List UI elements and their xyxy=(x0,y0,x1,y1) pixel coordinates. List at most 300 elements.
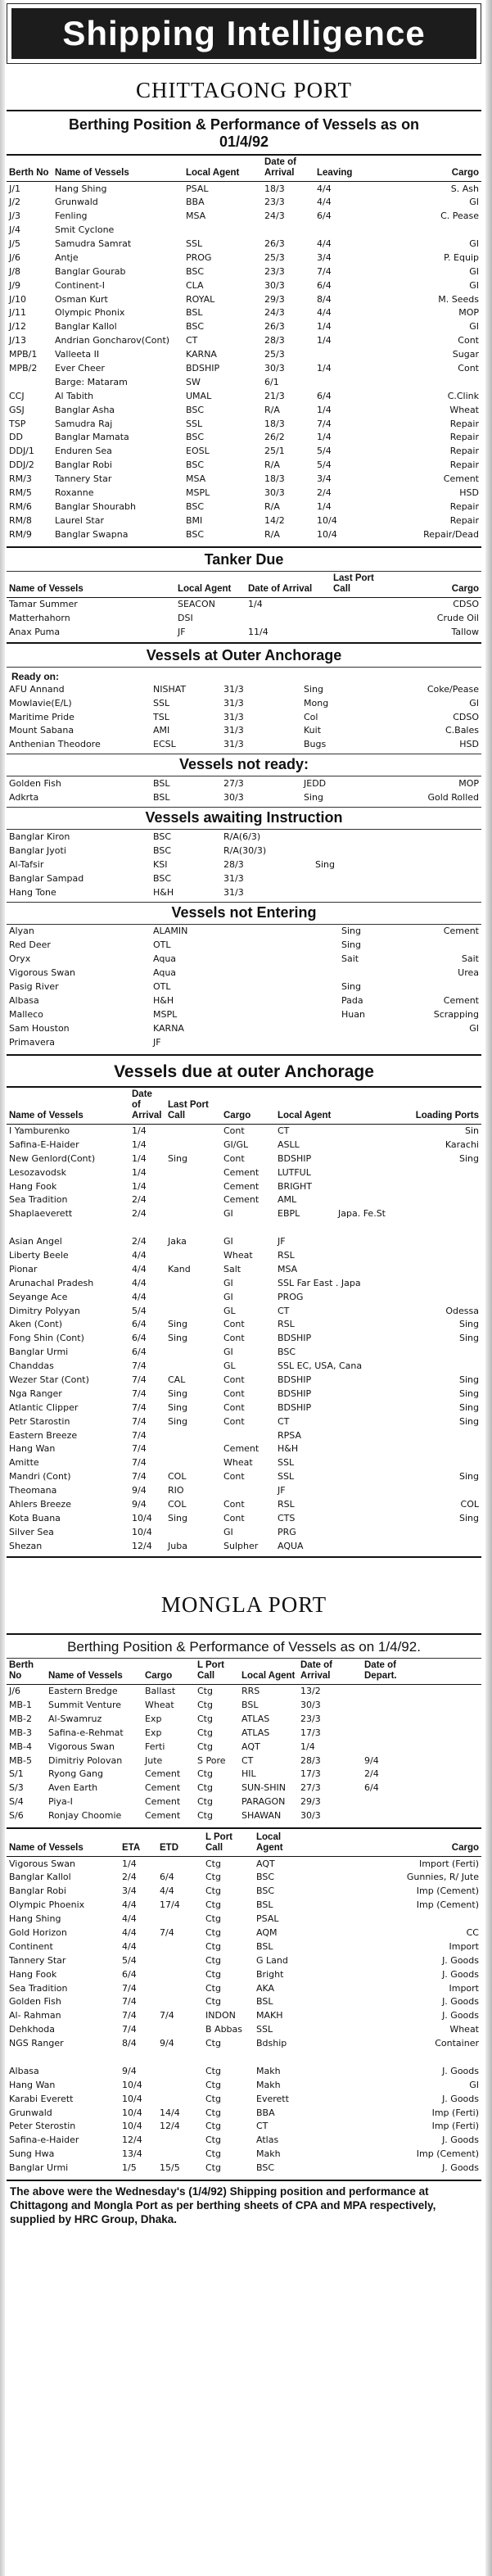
table-row xyxy=(7,1220,481,1234)
table-row xyxy=(7,333,481,347)
table-cell: ROYAL xyxy=(186,293,215,305)
table-cell: BSC xyxy=(186,321,205,333)
table-cell: Sing xyxy=(304,792,323,804)
table-cell: J/3 xyxy=(9,211,20,222)
table-cell: Cement xyxy=(443,994,479,1006)
table-cell xyxy=(421,1740,481,1754)
table-cell: CDSO xyxy=(453,599,479,610)
table-cell: Banglar Mamata xyxy=(55,432,129,443)
table-cell: 10/4 xyxy=(317,514,337,526)
table-cell: Dimitriy Polovan xyxy=(48,1754,123,1766)
table-cell: CDSO xyxy=(453,711,479,722)
table-row xyxy=(7,1442,481,1456)
table-cell: Karachi xyxy=(445,1139,479,1150)
table-cell: NGS Ranger xyxy=(9,2038,64,2049)
table-cell: Adkrta xyxy=(9,792,39,804)
table-cell: 4/4 xyxy=(132,1291,147,1302)
table-cell: Banglar Urmi xyxy=(9,2162,69,2174)
table-cell: Cement xyxy=(223,1166,260,1178)
table-cell: Ctg xyxy=(205,1899,221,1911)
table-cell: 13/4 xyxy=(122,2148,142,2160)
table-row xyxy=(7,1698,481,1712)
table-cell: Samudra Raj xyxy=(55,418,113,429)
ready-vessels-table xyxy=(7,682,481,751)
table-cell: Cement xyxy=(145,1810,181,1822)
table-cell: Barge: Mataram xyxy=(55,376,128,387)
table-cell: Ctg xyxy=(205,1858,221,1869)
table-row xyxy=(7,1767,481,1781)
table-cell: 5/4 xyxy=(317,446,332,457)
table-cell: 1/4 xyxy=(132,1152,147,1164)
table-cell xyxy=(336,1539,411,1553)
table-cell: 28/3 xyxy=(300,1754,321,1766)
table-cell: Ahlers Breeze xyxy=(9,1499,71,1510)
table-cell: DSI xyxy=(178,612,193,623)
table-cell: Ctg xyxy=(197,1727,213,1738)
table-cell: Continent xyxy=(9,1940,53,1952)
table-cell: Sam Houston xyxy=(9,1022,70,1034)
vessels-due-table xyxy=(7,1088,481,1553)
table-cell: Safina-e-Rehmat xyxy=(48,1727,124,1738)
table-cell: BSL xyxy=(256,1996,273,2008)
table-cell xyxy=(336,1387,411,1401)
table-cell: Sing xyxy=(459,1512,479,1523)
table-row xyxy=(7,417,481,431)
table-cell: Hang Wan xyxy=(9,1443,56,1455)
table-cell: CT xyxy=(278,1305,290,1316)
table-cell: OTL xyxy=(153,939,171,951)
table-cell xyxy=(313,830,391,844)
table-cell: GI xyxy=(469,238,479,249)
table-row xyxy=(7,1387,481,1401)
table-cell: Malleco xyxy=(9,1008,43,1020)
table-cell: ATLAS xyxy=(241,1713,270,1724)
table-row xyxy=(7,278,481,292)
table-cell: GL xyxy=(223,1305,236,1316)
table-cell xyxy=(129,1220,165,1234)
table-cell: 8/4 xyxy=(122,2038,137,2049)
table-cell: Bright xyxy=(256,1968,284,1980)
table-cell: COL xyxy=(168,1499,187,1510)
table-cell xyxy=(336,1179,411,1193)
table-row xyxy=(7,486,481,500)
table-cell: RM/6 xyxy=(9,500,32,512)
table-cell: EOSL xyxy=(186,446,210,457)
table-cell: Imp (Cement) xyxy=(416,1886,479,1897)
right-page-shade xyxy=(485,0,492,2576)
table-cell xyxy=(336,1290,411,1304)
table-cell xyxy=(303,1857,377,1871)
table-cell: 12/4 xyxy=(160,2121,180,2132)
table-row xyxy=(7,1262,481,1276)
table-cell xyxy=(165,1179,221,1193)
table-cell xyxy=(157,2078,203,2092)
table-row xyxy=(7,2064,481,2078)
table-cell xyxy=(336,1152,411,1166)
table-cell: R/A xyxy=(264,500,280,512)
table-cell xyxy=(275,1220,336,1234)
table-cell: J/1 xyxy=(9,183,20,194)
table-cell xyxy=(313,844,391,858)
table-cell: Ctg xyxy=(205,2065,221,2076)
table-cell: Makh xyxy=(256,2079,281,2090)
table-cell: RSL xyxy=(278,1499,295,1510)
table-cell: Sing xyxy=(304,683,323,695)
table-cell xyxy=(224,938,339,952)
table-cell xyxy=(377,2050,481,2064)
table-cell: Ctg xyxy=(205,2038,221,2049)
table-cell: ALAMIN xyxy=(153,926,188,937)
table-header: Berth No Name of Vessels Local Agent Date of Arrival Leaving Cargo xyxy=(7,156,481,182)
table-cell: 4/4 xyxy=(122,1940,137,1952)
table-cell xyxy=(362,1712,421,1726)
table-cell: J. Goods xyxy=(442,2010,479,2021)
table-cell: 9/4 xyxy=(132,1499,147,1510)
table-cell: 7/4 xyxy=(122,2010,137,2021)
table-cell: 7/4 xyxy=(160,1926,174,1938)
mongla-berthing-heading: Berthing Position & Performance of Vessels as on 1/4/92. xyxy=(67,1638,421,1655)
table-cell: J/11 xyxy=(9,307,26,319)
table-cell xyxy=(165,1442,221,1456)
table-cell: HIL xyxy=(241,1768,256,1780)
table-cell xyxy=(362,1740,421,1754)
table-cell: Cont xyxy=(223,1401,245,1413)
table-row xyxy=(7,1428,481,1442)
table-row xyxy=(7,1248,481,1262)
table-cell xyxy=(362,1809,421,1822)
table-cell: 5/4 xyxy=(132,1305,147,1316)
table-cell: Sing xyxy=(459,1333,479,1344)
table-cell: 30/3 xyxy=(223,792,244,804)
table-cell: Wheat xyxy=(223,1249,253,1261)
table-cell: HSD xyxy=(459,739,479,750)
table-cell: AML xyxy=(278,1194,297,1206)
table-cell: SSL EC, USA, Cana xyxy=(278,1360,363,1372)
table-cell xyxy=(336,1469,411,1483)
table-cell xyxy=(165,1304,221,1318)
table-cell: 10/4 xyxy=(122,2079,142,2090)
table-row xyxy=(7,1415,481,1428)
table-cell xyxy=(157,1981,203,1995)
table-row xyxy=(7,1234,481,1248)
mongla-port-title: MONGLA PORT xyxy=(160,1591,327,1617)
table-cell: Grunwald xyxy=(55,197,98,208)
table-cell: 3/4 xyxy=(317,473,332,485)
table-cell: LUTFUL xyxy=(278,1166,311,1178)
table-cell: 28/3 xyxy=(223,858,244,870)
table-row xyxy=(7,1525,481,1539)
table-cell xyxy=(157,1994,203,2008)
table-cell: MSPL xyxy=(186,487,210,499)
table-row xyxy=(7,361,481,375)
table-row xyxy=(7,737,481,751)
table-row xyxy=(7,1138,481,1152)
table-cell: AQUA xyxy=(278,1540,304,1551)
table-cell: New Genlord(Cont) xyxy=(9,1152,96,1164)
table-cell: J. Goods xyxy=(442,2093,479,2104)
table-cell xyxy=(157,2133,203,2147)
table-cell: HSD xyxy=(459,487,479,499)
table-cell: Vigorous Swan xyxy=(48,1741,115,1752)
table-row xyxy=(7,1539,481,1553)
table-cell xyxy=(421,1754,481,1768)
table-cell: 10/4 xyxy=(122,2093,142,2104)
table-cell xyxy=(303,1898,377,1912)
table-cell: 30/3 xyxy=(264,487,285,499)
table-cell: 7/4 xyxy=(317,418,332,429)
table-cell: Exp xyxy=(145,1727,162,1738)
table-cell: 15/5 xyxy=(160,2162,180,2174)
table-cell: BSC xyxy=(186,432,205,443)
table-cell: MPB/2 xyxy=(9,363,38,374)
table-cell: Aqua xyxy=(153,953,177,965)
table-cell: Cement xyxy=(223,1194,260,1206)
table-cell: Ctg xyxy=(205,2148,221,2160)
table-cell: I Yamburenko xyxy=(9,1125,70,1137)
table-cell: Cement xyxy=(145,1768,181,1780)
table-cell xyxy=(313,871,391,885)
table-cell: R/A xyxy=(264,404,280,415)
table-cell: 2/4 xyxy=(364,1768,379,1780)
table-cell: TSL xyxy=(153,711,169,722)
table-row xyxy=(7,2050,481,2064)
table-cell: 7/4 xyxy=(132,1360,147,1372)
table-row xyxy=(7,1166,481,1179)
table-cell: CCJ xyxy=(9,390,25,401)
table-cell: BSL xyxy=(241,1699,259,1710)
table-cell: 31/3 xyxy=(223,725,244,736)
table-cell xyxy=(157,2064,203,2078)
table-cell: Anax Puma xyxy=(9,626,61,637)
table-cell: GI xyxy=(469,197,479,208)
not-ready-vessels-table xyxy=(7,776,481,804)
table-row xyxy=(7,952,481,966)
table-cell: Atlas xyxy=(256,2135,279,2146)
table-cell: GI xyxy=(469,1022,479,1034)
table-cell: S/3 xyxy=(9,1782,24,1794)
table-row xyxy=(7,1304,481,1318)
table-cell: Nga Ranger xyxy=(9,1388,62,1399)
table-cell: Sing xyxy=(168,1388,187,1399)
table-cell xyxy=(336,1401,411,1415)
table-cell: BSL xyxy=(153,778,170,790)
table-cell: Repair xyxy=(449,514,479,526)
table-cell: Silver Sea xyxy=(9,1526,54,1537)
table-cell: COL xyxy=(460,1499,479,1510)
table-cell xyxy=(165,1166,221,1179)
table-cell: Salt xyxy=(223,1263,241,1274)
table-row xyxy=(7,2119,481,2133)
table-cell: Jute xyxy=(145,1754,163,1766)
table-cell xyxy=(303,1940,377,1954)
table-cell xyxy=(411,1234,481,1248)
table-cell: 6/4 xyxy=(132,1347,147,1358)
table-cell: J/12 xyxy=(9,321,26,333)
table-cell: MOP xyxy=(458,778,479,790)
table-cell xyxy=(362,1795,421,1809)
table-cell: 1/4 xyxy=(122,1858,137,1869)
table-cell: BSL xyxy=(256,1899,273,1911)
table-cell: Ctg xyxy=(197,1796,213,1808)
table-cell: Safina-E-Haider xyxy=(9,1139,79,1150)
table-cell: 4/4 xyxy=(122,1926,137,1938)
table-cell: MSA xyxy=(186,473,206,485)
table-cell: 10/4 xyxy=(132,1512,152,1523)
table-cell: J. Goods xyxy=(442,2065,479,2076)
table-cell: AFU Annand xyxy=(9,683,65,695)
table-cell xyxy=(7,2050,120,2064)
table-cell: Safina-e-Haider xyxy=(9,2135,79,2146)
table-cell: GI xyxy=(223,1277,233,1288)
shipping-intelligence-column xyxy=(7,3,481,2230)
table-row xyxy=(7,1884,481,1898)
table-row xyxy=(7,1954,481,1967)
table-cell xyxy=(165,1345,221,1359)
table-cell: Olympic Phoenix xyxy=(9,1899,85,1911)
table-cell: 7/4 xyxy=(132,1388,147,1399)
table-row xyxy=(7,710,481,724)
table-cell: J/10 xyxy=(9,293,26,305)
table-cell: Ctg xyxy=(205,1926,221,1938)
table-cell: KARNA xyxy=(153,1022,184,1034)
table-cell: Banglar Gourab xyxy=(55,265,126,277)
table-cell: PROG xyxy=(186,251,212,263)
table-cell: Ctg xyxy=(197,1741,213,1752)
table-cell: SSL xyxy=(186,418,203,429)
table-cell: Sing xyxy=(168,1319,187,1330)
table-cell: 31/3 xyxy=(223,683,244,695)
table-row xyxy=(7,1912,481,1926)
table-cell: Ctg xyxy=(205,2162,221,2174)
table-row xyxy=(7,1359,481,1373)
table-cell xyxy=(314,347,378,361)
table-cell: R/A xyxy=(264,528,280,540)
table-cell xyxy=(331,611,390,625)
table-cell xyxy=(165,1207,221,1220)
table-cell: Repair xyxy=(449,460,479,471)
table-cell: 24/3 xyxy=(264,307,285,319)
table-cell: 7/4 xyxy=(132,1401,147,1413)
table-cell xyxy=(331,597,390,611)
table-row xyxy=(7,724,481,738)
table-cell: KSI xyxy=(153,858,168,870)
table-cell: Container xyxy=(435,2038,479,2049)
table-header: Berth No Name of Vessels Cargo L Port Call Local Agent Date of Arrival Date of Depart. xyxy=(7,1659,481,1685)
table-row xyxy=(7,1795,481,1809)
table-cell xyxy=(165,1248,221,1262)
table-cell: J/4 xyxy=(9,224,20,236)
table-cell: Golden Fish xyxy=(9,1996,61,2008)
table-cell: Sing xyxy=(459,1471,479,1483)
table-cell xyxy=(165,1276,221,1290)
table-cell: 31/3 xyxy=(223,872,244,884)
table-cell: INDON xyxy=(205,2010,236,2021)
table-cell: Cont xyxy=(458,363,479,374)
table-cell xyxy=(411,1345,481,1359)
table-cell: GI xyxy=(223,1526,233,1537)
table-cell: SUN-SHIN xyxy=(241,1782,286,1794)
table-cell: R/A(30/3) xyxy=(223,844,267,856)
table-cell: GI xyxy=(469,2079,479,2090)
table-cell: 29/3 xyxy=(264,293,285,305)
table-cell: Peter Sterostin xyxy=(9,2121,76,2132)
table-cell: 7/4 xyxy=(132,1471,147,1483)
table-cell: KARNA xyxy=(186,349,217,360)
table-cell: Ctg xyxy=(205,2135,221,2146)
table-cell: 7/4 xyxy=(132,1374,147,1385)
table-cell: Cont xyxy=(223,1415,245,1427)
table-cell: UMAL xyxy=(186,390,212,401)
table-cell: 2/4 xyxy=(132,1208,147,1220)
table-row xyxy=(7,237,481,251)
table-cell: Matterhahorn xyxy=(9,612,70,623)
table-cell xyxy=(336,1442,411,1456)
table-cell: Albasa xyxy=(9,2065,39,2076)
table-cell: 11/4 xyxy=(248,626,269,637)
table-row xyxy=(7,682,481,696)
table-cell: BSC xyxy=(153,872,172,884)
table-cell: Banglar Kiron xyxy=(9,831,70,842)
table-cell xyxy=(303,1981,377,1995)
table-cell: Mandri (Cont) xyxy=(9,1471,71,1483)
table-cell: Tallow xyxy=(451,626,479,637)
table-cell: Ctg xyxy=(205,2079,221,2090)
table-cell: Coke/Pease xyxy=(427,683,479,695)
table-cell: Alyan xyxy=(9,926,34,937)
table-cell: Oryx xyxy=(9,953,31,965)
table-cell: C. Pease xyxy=(440,211,479,222)
table-cell xyxy=(203,2050,254,2064)
table-cell: 24/3 xyxy=(264,211,285,222)
table-cell: 28/3 xyxy=(264,335,285,346)
table-cell xyxy=(303,1994,377,2008)
table-cell xyxy=(157,1912,203,1926)
table-row xyxy=(7,1857,481,1871)
chittagong-port-title: CHITTAGONG PORT xyxy=(136,78,352,102)
table-cell: 23/3 xyxy=(264,265,285,277)
table-cell: ATLAS xyxy=(241,1727,270,1738)
table-cell: Cement xyxy=(145,1796,181,1808)
table-cell: J/9 xyxy=(9,279,20,291)
table-cell xyxy=(411,1193,481,1207)
table-cell: Repair/Dead xyxy=(423,528,479,540)
table-cell xyxy=(339,966,398,980)
table-cell: Ferti xyxy=(145,1741,165,1752)
table-cell: 7/4 xyxy=(160,2010,174,2021)
table-cell: Imp (Ferti) xyxy=(431,2107,479,2118)
table-cell: Banglar Asha xyxy=(55,404,115,415)
table-cell: G Land xyxy=(256,1954,288,1966)
table-cell xyxy=(362,1684,421,1698)
table-cell: 6/4 xyxy=(132,1319,147,1330)
table-cell: JEDD xyxy=(304,778,327,790)
table-cell: Hang Shing xyxy=(9,1913,61,1925)
table-cell: 18/3 xyxy=(264,183,285,194)
table-cell: GL xyxy=(223,1360,236,1372)
awaiting-instruction-heading: Vessels awaiting Instruction xyxy=(145,809,343,826)
table-cell: MB-3 xyxy=(9,1727,33,1738)
table-row xyxy=(7,472,481,486)
table-cell: RIO xyxy=(168,1485,184,1496)
table-row xyxy=(7,1124,481,1138)
table-cell: Tamar Summer xyxy=(9,599,78,610)
table-cell: Banglar Kallol xyxy=(55,321,117,333)
table-cell xyxy=(224,925,339,939)
table-cell: Sing xyxy=(459,1388,479,1399)
table-cell: Ronjay Choomie xyxy=(48,1810,122,1822)
table-cell: 6/4 xyxy=(317,211,332,222)
table-cell xyxy=(303,1967,377,1981)
